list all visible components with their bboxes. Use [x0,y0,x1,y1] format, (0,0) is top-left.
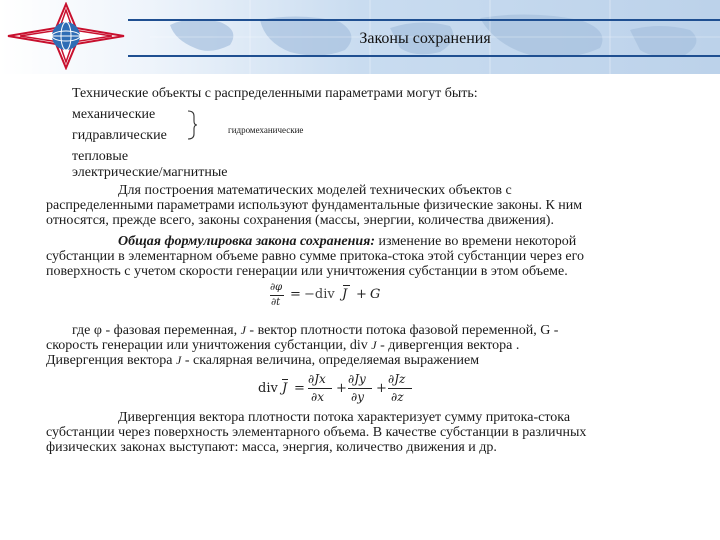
formula2-div: div [258,381,278,396]
general-formulation-line [118,234,576,249]
formula2-num1: ∂Jx [308,372,326,386]
where-line3-J: J [175,353,182,367]
formula2-bar3 [388,388,412,389]
header-line-bottom [128,55,720,57]
where-line1-J: J [240,323,246,337]
para3-line3: физических законах выступают: масса, энергия, количество движения и др. [46,440,497,455]
where-line1 [72,323,558,338]
slide-title: Законы сохранения [359,30,491,47]
formula2-vector-arrow [282,379,288,380]
where-line3-start: Дивергенция вектора [46,353,173,368]
formula1-vector-J: J [342,287,348,302]
conservation-formula [270,282,400,312]
type-electric: электрические/магнитные [72,165,228,180]
para1-line3: относятся, прежде всего, законы сохранения (массы, энергии, количества движения). [46,213,554,228]
general-formulation-rest: изменение во времени некоторой [375,234,577,249]
formula2-den3: ∂z [391,390,404,404]
para2-line1: субстанции в элементарном объеме равно сумме притока-стока этой субстанции через его [46,249,584,264]
where-line2-end: - дивергенция вектора . [376,338,520,353]
formula1-vector-arrow [343,285,350,286]
formula2-den1: ∂x [311,390,324,404]
formula1-plus: + [356,287,367,302]
where-line1-end: - вектор плотности потока фазовой переменной, G - [245,323,559,338]
formula2-num3: ∂Jz [388,372,406,386]
para3-line2: субстанции через поверхность элементарного объема. В качестве субстанции в различных [46,425,587,440]
formula2-num2: ∂Jy [348,372,366,386]
university-logo [4,2,128,70]
formula2-plus2: + [376,381,387,396]
formula2-den2: ∂y [351,390,364,404]
brace-label: гидромеханические [228,125,304,135]
where-line3-end: - скалярная величина, определяемая выражением [181,353,480,368]
type-thermal: тепловые [72,149,129,164]
grouping-brace [186,110,198,140]
formula2-equals: = [294,381,305,396]
where-line2-start: скорость генерации или уничтожения субстанции, div [46,338,368,353]
formula1-numerator: ∂φ [270,282,283,293]
para1-line1: Для построения математических моделей технических объектов с [118,183,512,198]
header-line-top [128,19,720,21]
formula2-bar2 [348,388,372,389]
divergence-formula [258,372,418,406]
type-mechanical: механические [72,107,156,122]
where-line1-start: где φ - фазовая переменная, [72,323,238,338]
formula2-plus1: + [336,381,347,396]
para3-line1: Дивергенция вектора плотности потока характеризует сумму притока-стока [118,410,571,425]
formula2-J: J [282,381,288,396]
formula1-denominator: ∂t [271,297,281,308]
where-line2 [46,338,519,353]
formula1-fraction-bar [270,295,284,296]
where-line3 [46,353,479,368]
intro-line: Технические объекты с распределенными параметрами могут быть: [72,86,478,101]
formula1-div: −div [304,287,335,302]
para1-line2: распределенными параметрами используют фундаментальные физические законы. К ним [46,198,583,213]
formula2-bar1 [308,388,332,389]
where-line2-J: J [371,338,377,352]
para2-line2: поверхность с учетом скорости генерации или уничтожения субстанции в этом объеме. [46,264,568,279]
formula1-equals: = [290,287,301,302]
general-formulation-bold: Общая формулировка закона сохранения: [118,234,375,249]
formula1-G: G [370,287,381,302]
type-hydraulic: гидравлические [72,128,167,143]
